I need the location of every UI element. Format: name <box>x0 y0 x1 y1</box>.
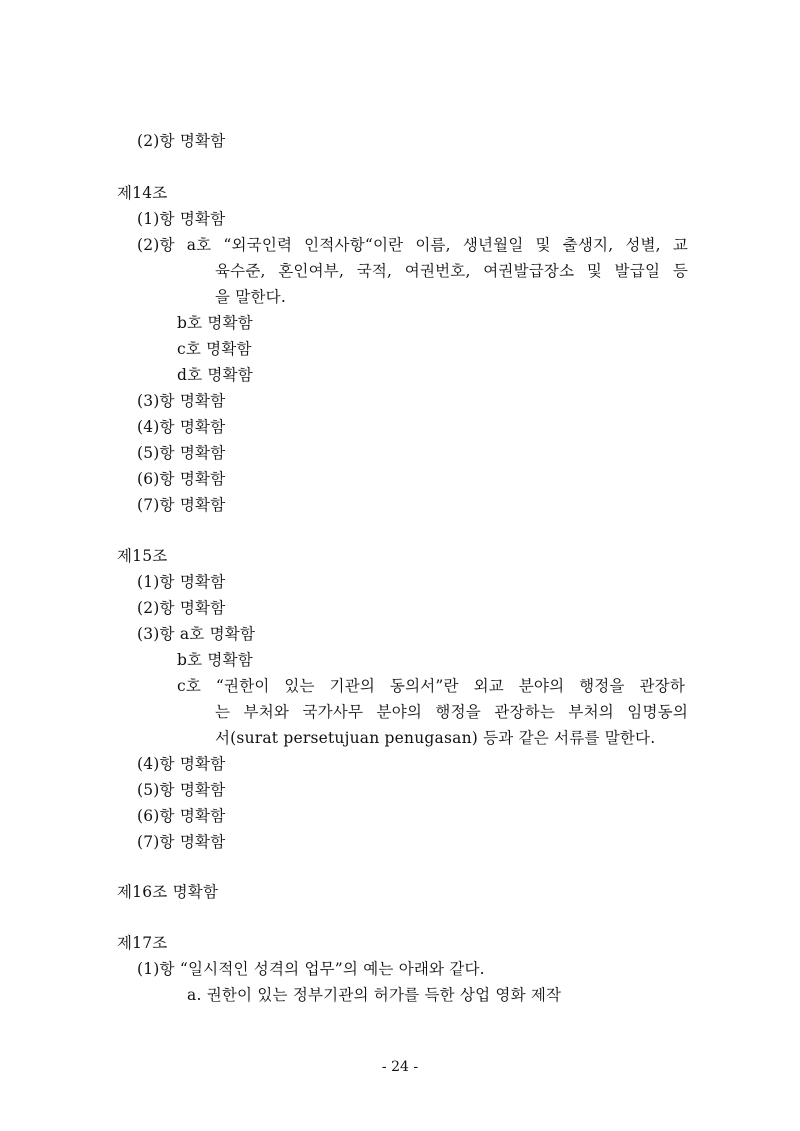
article-15-item-c-line-1: c호 “권한이 있는 기관의 동의서”란 외교 분야의 행정을 관장하 <box>177 677 685 695</box>
page-number: - 24 - <box>381 1059 419 1075</box>
article-14-item-d: d호 명확함 <box>177 366 253 384</box>
article-15-paragraph-4: (4)항 명확함 <box>137 755 226 773</box>
article-16-heading: 제16조 명확함 <box>117 883 219 901</box>
article-14-paragraph-5: (5)항 명확함 <box>137 444 226 462</box>
article-15-paragraph-3: (3)항 a호 명확함 <box>137 625 256 643</box>
article-14-item-c: c호 명확함 <box>177 340 252 358</box>
article-15-paragraph-7: (7)항 명확함 <box>137 833 226 851</box>
article-14-paragraph-3: (3)항 명확함 <box>137 392 226 410</box>
article-15-item-c-line-3: 서(surat persetujuan penugasan) 등과 같은 서류를 말한다. <box>215 729 656 747</box>
article-14-heading: 제14조 <box>117 184 168 202</box>
article-14-paragraph-7: (7)항 명확함 <box>137 496 226 514</box>
article-14-paragraph-6: (6)항 명확함 <box>137 470 226 488</box>
article-15-paragraph-2: (2)항 명확함 <box>137 599 226 617</box>
article-15-paragraph-6: (6)항 명확함 <box>137 807 226 825</box>
article-15-heading: 제15조 <box>117 547 168 565</box>
article-14-item-b: b호 명확함 <box>177 314 253 332</box>
article-15-item-b: b호 명확함 <box>177 651 253 669</box>
article-14-paragraph-4: (4)항 명확함 <box>137 418 226 436</box>
article-17-item-a: a. 권한이 있는 정부기관의 허가를 득한 상업 영화 제작 <box>187 986 562 1004</box>
article-14-paragraph-2-line-3: 을 말한다. <box>215 288 286 306</box>
article-14-paragraph-1: (1)항 명확함 <box>137 210 226 228</box>
article-15-paragraph-1: (1)항 명확함 <box>137 573 226 591</box>
article-17-paragraph-1: (1)항 “일시적인 성격의 업무”의 예는 아래와 같다. <box>137 960 485 978</box>
article-17-heading: 제17조 <box>117 934 168 952</box>
top-item: (2)항 명확함 <box>137 132 226 150</box>
article-14-paragraph-2-line-2: 육수준, 혼인여부, 국적, 여권번호, 여권발급장소 및 발급일 등 <box>215 262 688 280</box>
article-14-paragraph-2-line-1: (2)항 a호 “외국인력 인적사항“이란 이름, 생년월일 및 출생지, 성별, 교 <box>137 236 688 254</box>
article-15-item-c-line-2: 는 부처와 국가사무 분야의 행정을 관장하는 부처의 임명동의 <box>215 703 688 721</box>
article-15-paragraph-5: (5)항 명확함 <box>137 781 226 799</box>
